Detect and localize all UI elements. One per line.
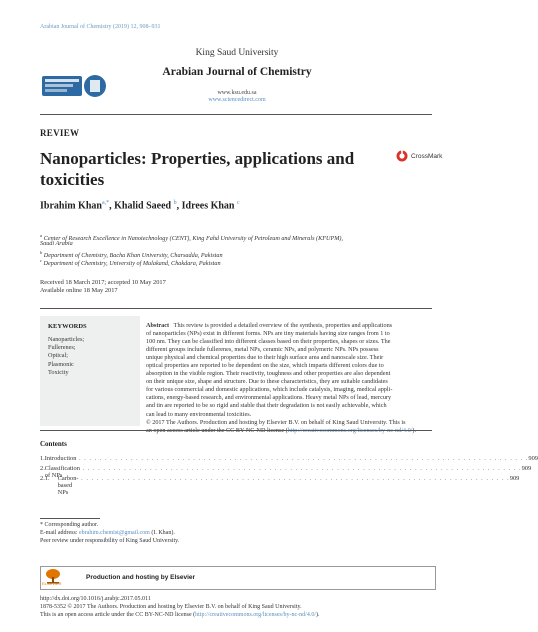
toc-page: 909 (509, 475, 520, 482)
keyword: Toxicity (48, 368, 69, 376)
toc-leader: . . . . . . . . . . . . . . . . . . . . . . . . . . . . . . . . . . . . . . . . . . . . . . . . . . . . . . . . . . . . . . . . . . . . . . . . . . . . . . . . . . . . . (79, 465, 522, 472)
toc-label: Classification of NPs (44, 465, 80, 479)
toc-page: 909 (528, 455, 538, 462)
abstract-line: cations, energy-based research, and environmental applications. Heavy metal NPs of lead, mercury (146, 394, 392, 402)
abstract-copyright: © 2017 The Authors. Production and hosting by Elsevier B.V. on behalf of King Saud University. This is (146, 418, 406, 426)
open-access-line: This is an open access article under the CC BY-NC-ND license (http://creativecommons.org/licenses/by-nc-nd/4.0/). (40, 612, 320, 618)
toc-leader: . . . . . . . . . . . . . . . . . . . . . . . . . . . . . . . . . . . . . . . . . . . . . . . . . . . . . . . . . . . . . . . . . . . . . . . . . . . . . . . . . . . (78, 475, 510, 482)
article-title: Nanoparticles: Properties, applications and toxicities (40, 149, 355, 189)
affiliation-a: $^a$ Center of Research Excellence in Nanotechnology (CENT), King Fahd University of Petroleum and Minerals (KFUPM), (40, 233, 344, 243)
abstract (146, 322, 434, 435)
author-name[interactable]: Idrees Khan (181, 200, 235, 212)
section-label: REVIEW (40, 128, 80, 138)
toc-number: 2.1. (40, 475, 50, 482)
affiliation-a-cont: Saudi Arabia (40, 240, 73, 247)
elsevier-wordmark: ELSEVIER (42, 581, 62, 586)
university-url[interactable]: www.ksu.edu.sa (217, 90, 257, 96)
email-link[interactable]: ebrahim.chemist@gmail.com (79, 530, 150, 536)
toc-entry[interactable] (40, 455, 538, 462)
author-affil-mark[interactable]: a,* (101, 200, 110, 206)
toc-leader: . . . . . . . . . . . . . . . . . . . . . . . . . . . . . . . . . . . . . . . . . . . . . . . . . . . . . . . . . . . . . . . . . . . . . . . . . . . . . . . . . . . . . . . (76, 455, 529, 462)
received-accepted: Received 18 March 2017; accepted 10 May 2017 (40, 279, 166, 286)
header-rule (40, 114, 432, 115)
abstract-line: absorption in the visible region. Their reactivity, toughness and other properties are also dependent (146, 370, 391, 378)
abstract-line: This review is provided a detailed overview of the synthesis, properties and applications (173, 322, 393, 329)
journal-name: Arabian Journal of Chemistry (162, 66, 312, 78)
oa-license-link[interactable]: http://creativecommons.org/licenses/by-nc-nd/4.0/ (195, 612, 316, 618)
abstract-line: and tin are reported to be so rigid and stable that their degradation is not easily achievable, which (146, 402, 387, 410)
running-head: Arabian Journal of Chemistry (2019) 12, 908–931 (40, 24, 161, 30)
toc-number: 1. (40, 455, 45, 462)
footnote-rule (40, 518, 100, 519)
abstract-top-rule (40, 308, 432, 309)
article-dates (40, 279, 166, 296)
keyword: Optical; (48, 352, 68, 360)
available-online: Available online 18 May 2017 (40, 287, 118, 295)
crossmark-icon (396, 150, 408, 162)
sciencedirect-link[interactable]: www.sciencedirect.com (208, 97, 266, 103)
production-hosting: Production and hosting by Elsevier (86, 574, 196, 581)
author-list: Ibrahim Khan$^{a,*}$, Khalid Saeed $^b$, Idrees Khan $^c$ (40, 200, 240, 212)
toc-label: Carbon-based NPs (57, 475, 79, 496)
affiliation-c: $^c$ Department of Chemistry, University of Malakand, Chakdara, Pakistan (40, 258, 221, 268)
keyword: Plasmonic (48, 360, 74, 368)
crossmark-label: CrossMark (411, 152, 443, 160)
university-name: King Saud University (195, 48, 279, 58)
abstract-line: can lead to many environmental toxicities. (146, 410, 252, 418)
abstract-line: 100 nm. They can be classified into different classes based on their properties, shapes or sizes. The (146, 338, 391, 346)
abstract-line: optical properties are reported to be dependent on the size, which imparts different colors due to (146, 362, 384, 370)
issn-line: 1878-5352 © 2017 The Authors. Production and hosting by Elsevier B.V. on behalf of King Saud University. (40, 604, 302, 610)
affiliation-b: $^b$ Department of Chemistry, Bacha Khan University, Charsadda, Pakistan (40, 250, 223, 260)
contents-title: Contents (40, 440, 67, 448)
abstract-line: for various commercial and domestic applications, which include catalysis, imaging, medical appli- (146, 386, 393, 394)
author-name[interactable]: Khalid Saeed (114, 200, 172, 212)
abstract-line: on their unique size, shape and structure. Due to these characteristics, they are suitable candidates (146, 378, 388, 386)
doi-link[interactable]: http://dx.doi.org/10.1016/j.arabjc.2017.05.011 (40, 596, 151, 602)
abstract-bottom-rule (40, 430, 432, 431)
keywords-title: KEYWORDS (48, 323, 87, 330)
abstract-label: Abstract (146, 322, 170, 329)
keywords-list (48, 336, 84, 377)
toc-label: Introduction (44, 455, 77, 462)
toc-entry[interactable] (40, 475, 520, 496)
author-name[interactable]: Ibrahim Khan (40, 200, 102, 212)
abstract-line: different groups include fullerenes, metal NPs, ceramic NPs, and polymeric NPs. NPs possess (146, 346, 379, 354)
author-affil-mark[interactable]: b (173, 200, 177, 206)
abstract-line: unique physical and chemical properties due to their high surface area and nanoscale size. Their (146, 354, 384, 362)
crossmark-badge[interactable] (396, 150, 442, 162)
abstract-line: of nanoparticles (NPs) exist in different forms. NPs are tiny materials having size ranges from 1 to (146, 330, 390, 338)
toc-page: 909 (521, 465, 532, 472)
keyword: Nanoparticles; (48, 336, 85, 343)
corresponding-note: * Corresponding author. (40, 522, 99, 528)
toc-number: 2. (40, 465, 45, 472)
author-affil-mark[interactable]: c (237, 200, 240, 206)
peer-review-note: Peer review under responsibility of King Saud University. (40, 538, 180, 544)
keyword: Fullerenes; (48, 344, 76, 352)
email-note: E-mail address: ebrahim.chemist@gmail.com (I. Khan). (40, 530, 175, 536)
